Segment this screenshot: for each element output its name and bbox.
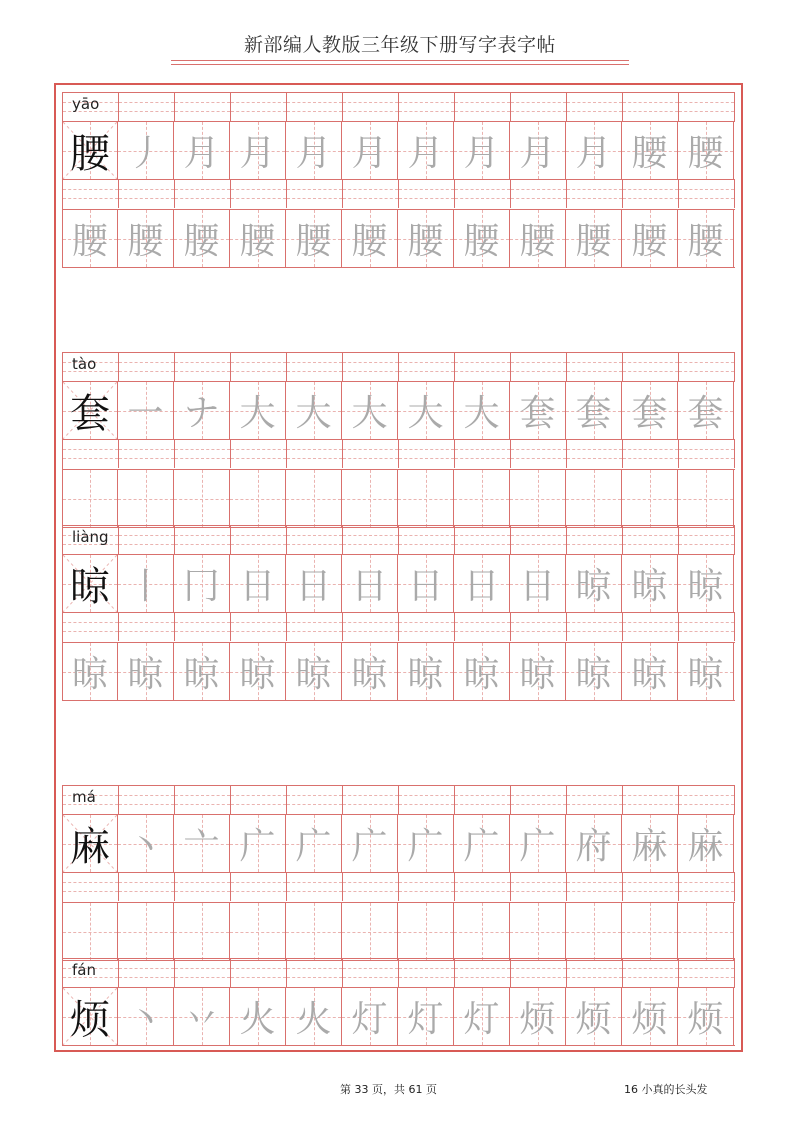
writing-cell[interactable] [286,210,342,267]
stroke-step-character: 月 [575,133,612,174]
pinyin-label: má [72,788,96,806]
stroke-step-character: 大 [239,393,276,434]
stroke-step-character: 套 [519,393,556,434]
stroke-step-character: 日 [239,566,276,607]
writing-cell[interactable] [566,988,622,1045]
spacer-row [62,180,735,209]
writing-cell[interactable] [286,382,342,439]
stroke-step-character: 广 [519,826,556,867]
writing-cell[interactable] [62,988,118,1045]
stroke-step-character: ナ [183,393,220,434]
writing-cell[interactable] [230,210,286,267]
writing-cell[interactable] [62,382,118,439]
stroke-step-character: 广 [407,826,444,867]
stroke-step-character: 广 [295,826,332,867]
stroke-step-character: 晾 [631,566,668,607]
trace-character: 晾 [351,654,388,695]
writing-cell[interactable] [454,815,510,872]
writing-cell[interactable] [622,988,678,1045]
stroke-step-character: 烦 [687,999,724,1040]
writing-cell[interactable] [174,555,230,612]
stroke-step-character: 日 [407,566,444,607]
stroke-step-character: 日 [295,566,332,607]
pinyin-label: yāo [72,95,100,113]
stroke-step-character: 套 [687,393,724,434]
stroke-step-character: 月 [407,133,444,174]
page-title: 新部编人教版三年级下册写字表字帖 [243,34,556,56]
writing-cell[interactable] [398,815,454,872]
model-character: 套 [70,391,110,437]
writing-cell[interactable] [566,470,622,527]
character-block [62,352,735,528]
writing-cell[interactable] [622,555,678,612]
stroke-step-character: 腰 [631,133,668,174]
writing-cell[interactable] [118,815,174,872]
trace-character: 晾 [519,654,556,695]
writing-cell[interactable] [342,382,398,439]
writing-cell[interactable] [174,470,230,527]
stroke-step-character: 套 [575,393,612,434]
writing-cell[interactable] [510,903,566,960]
stroke-step-character: 日 [519,566,556,607]
stroke-order-row [62,554,735,613]
trace-row [62,642,735,701]
writing-cell[interactable] [678,643,734,700]
title-underline [171,60,629,61]
writing-cell[interactable] [118,555,174,612]
model-character: 烦 [70,997,110,1043]
writing-cell[interactable] [622,643,678,700]
writing-cell[interactable] [566,815,622,872]
writing-cell[interactable] [230,555,286,612]
pinyin-label: liàng [72,528,109,546]
writing-cell[interactable] [62,903,118,960]
trace-character: 晾 [127,654,164,695]
trace-character: 晾 [631,654,668,695]
writing-cell[interactable] [622,382,678,439]
writing-cell[interactable] [230,382,286,439]
writing-cell[interactable] [230,815,286,872]
writing-cell[interactable] [118,382,174,439]
writing-cell[interactable] [678,470,734,527]
stroke-step-character: 大 [295,393,332,434]
pinyin-row [62,785,735,814]
writing-cell[interactable] [398,555,454,612]
writing-cell[interactable] [286,903,342,960]
writing-cell[interactable] [454,470,510,527]
page-number: 第 33 页，共 61 页 [340,1083,437,1096]
stroke-step-character: 亠 [183,826,220,867]
trace-character: 晾 [239,654,276,695]
stroke-step-character: 腰 [687,133,724,174]
writing-cell[interactable] [566,382,622,439]
trace-character: 腰 [631,221,668,262]
trace-character: 腰 [519,221,556,262]
stroke-step-character: 丿 [127,133,164,174]
character-block [62,958,735,1046]
stroke-step-character: 套 [631,393,668,434]
pinyin-row [62,92,735,121]
writing-cell[interactable] [398,903,454,960]
writing-cell[interactable] [454,555,510,612]
writing-cell[interactable] [510,555,566,612]
stroke-step-character: 火 [295,999,332,1040]
trace-character: 腰 [463,221,500,262]
trace-character: 腰 [239,221,276,262]
trace-character: 晾 [463,654,500,695]
writing-cell[interactable] [118,643,174,700]
writing-cell[interactable] [286,643,342,700]
writing-cell[interactable] [454,210,510,267]
stroke-order-row [62,381,735,440]
trace-character: 晾 [407,654,444,695]
stroke-order-row [62,121,735,180]
stroke-step-character: 火 [239,999,276,1040]
writing-cell[interactable] [174,643,230,700]
writing-cell[interactable] [118,122,174,179]
writing-cell[interactable] [62,815,118,872]
stroke-step-character: 灯 [351,999,388,1040]
pinyin-row [62,352,735,381]
stroke-step-character: 大 [351,393,388,434]
writing-cell[interactable] [174,210,230,267]
stroke-step-character: 麻 [631,826,668,867]
stroke-step-character: 烦 [575,999,612,1040]
writing-cell[interactable] [454,988,510,1045]
writing-cell[interactable] [286,555,342,612]
writing-cell[interactable] [678,815,734,872]
writing-cell[interactable] [342,122,398,179]
trace-character: 腰 [575,221,612,262]
title-underline-second [171,64,629,65]
writing-cell[interactable] [174,903,230,960]
writing-cell[interactable] [174,988,230,1045]
stroke-step-character: 月 [463,133,500,174]
trace-character: 腰 [351,221,388,262]
blank-practice-row [62,469,735,528]
writing-cell[interactable] [566,903,622,960]
writing-cell[interactable] [342,470,398,527]
stroke-step-character: 丨 [127,566,164,607]
stroke-step-character: 烦 [631,999,668,1040]
writing-cell[interactable] [62,555,118,612]
stroke-step-character: 月 [183,133,220,174]
writing-cell[interactable] [118,988,174,1045]
stroke-step-character: 月 [519,133,556,174]
writing-cell[interactable] [398,470,454,527]
writing-cell[interactable] [510,210,566,267]
trace-row [62,209,735,268]
writing-cell[interactable] [342,210,398,267]
model-character: 腰 [70,131,110,177]
writing-cell[interactable] [286,988,342,1045]
trace-character: 晾 [295,654,332,695]
trace-character: 腰 [183,221,220,262]
writing-cell[interactable] [510,382,566,439]
writing-cell[interactable] [342,903,398,960]
writing-cell[interactable] [398,122,454,179]
trace-character: 晾 [687,654,724,695]
model-character: 麻 [70,824,110,870]
writing-cell[interactable] [118,470,174,527]
writing-cell[interactable] [510,470,566,527]
writing-cell[interactable] [342,555,398,612]
writing-cell[interactable] [454,643,510,700]
stroke-step-character: 广 [463,826,500,867]
writing-cell[interactable] [230,903,286,960]
writing-cell[interactable] [678,555,734,612]
pinyin-row [62,958,735,987]
stroke-step-character: 丶 [127,999,164,1040]
writing-cell[interactable] [678,988,734,1045]
writing-cell[interactable] [454,903,510,960]
writing-cell[interactable] [454,122,510,179]
writing-cell[interactable] [118,903,174,960]
lesson-label: 16 小真的长头发 [624,1083,708,1096]
writing-cell[interactable] [62,643,118,700]
writing-cell[interactable] [286,470,342,527]
writing-cell[interactable] [566,210,622,267]
writing-cell[interactable] [398,988,454,1045]
character-block [62,785,735,961]
writing-cell[interactable] [342,815,398,872]
writing-cell[interactable] [454,382,510,439]
writing-cell[interactable] [398,643,454,700]
stroke-step-character: 府 [575,826,612,867]
stroke-step-character: 麻 [687,826,724,867]
writing-cell[interactable] [342,988,398,1045]
stroke-step-character: 日 [463,566,500,607]
writing-cell[interactable] [230,643,286,700]
writing-cell[interactable] [230,122,286,179]
writing-cell[interactable] [118,210,174,267]
stroke-order-row [62,814,735,873]
writing-cell[interactable] [622,470,678,527]
trace-character: 腰 [71,221,108,262]
stroke-step-character: 丶 [127,826,164,867]
trace-character: 晾 [71,654,108,695]
stroke-step-character: 晾 [687,566,724,607]
stroke-order-row [62,987,735,1046]
spacer-row [62,613,735,642]
spacer-row [62,873,735,902]
writing-cell[interactable] [286,122,342,179]
writing-cell[interactable] [62,210,118,267]
spacer-row [62,440,735,469]
stroke-step-character: 丷 [183,999,220,1040]
stroke-step-character: 广 [239,826,276,867]
stroke-step-character: 大 [407,393,444,434]
writing-cell[interactable] [230,988,286,1045]
stroke-step-character: 晾 [575,566,612,607]
trace-character: 腰 [407,221,444,262]
character-block [62,92,735,268]
stroke-step-character: 月 [239,133,276,174]
writing-cell[interactable] [230,470,286,527]
writing-cell[interactable] [678,903,734,960]
blank-practice-row [62,902,735,961]
writing-cell[interactable] [174,815,230,872]
trace-character: 腰 [295,221,332,262]
trace-character: 腰 [687,221,724,262]
writing-cell[interactable] [622,903,678,960]
model-character: 晾 [70,564,110,610]
writing-cell[interactable] [510,643,566,700]
stroke-step-character: 灯 [463,999,500,1040]
writing-cell[interactable] [622,210,678,267]
writing-cell[interactable] [510,122,566,179]
writing-cell[interactable] [622,815,678,872]
writing-cell[interactable] [286,815,342,872]
character-block [62,525,735,701]
stroke-step-character: 大 [463,393,500,434]
stroke-step-character: 烦 [519,999,556,1040]
writing-cell[interactable] [342,643,398,700]
writing-cell[interactable] [678,210,734,267]
writing-cell[interactable] [398,382,454,439]
stroke-step-character: 月 [295,133,332,174]
pinyin-label: tào [72,355,97,373]
writing-cell[interactable] [510,815,566,872]
writing-cell[interactable] [510,988,566,1045]
writing-cell[interactable] [566,122,622,179]
pinyin-row [62,525,735,554]
writing-cell[interactable] [398,210,454,267]
writing-cell[interactable] [622,122,678,179]
writing-cell[interactable] [62,470,118,527]
writing-cell[interactable] [678,382,734,439]
stroke-step-character: 日 [351,566,388,607]
stroke-step-character: 广 [351,826,388,867]
trace-character: 晾 [183,654,220,695]
stroke-step-character: 冂 [183,566,220,607]
trace-character: 腰 [127,221,164,262]
writing-cell[interactable] [678,122,734,179]
stroke-step-character: 一 [127,393,164,434]
pinyin-label: fán [72,961,96,979]
writing-cell[interactable] [174,122,230,179]
writing-cell[interactable] [174,382,230,439]
trace-character: 晾 [575,654,612,695]
writing-cell[interactable] [566,555,622,612]
writing-cell[interactable] [62,122,118,179]
writing-cell[interactable] [566,643,622,700]
stroke-step-character: 月 [351,133,388,174]
stroke-step-character: 灯 [407,999,444,1040]
